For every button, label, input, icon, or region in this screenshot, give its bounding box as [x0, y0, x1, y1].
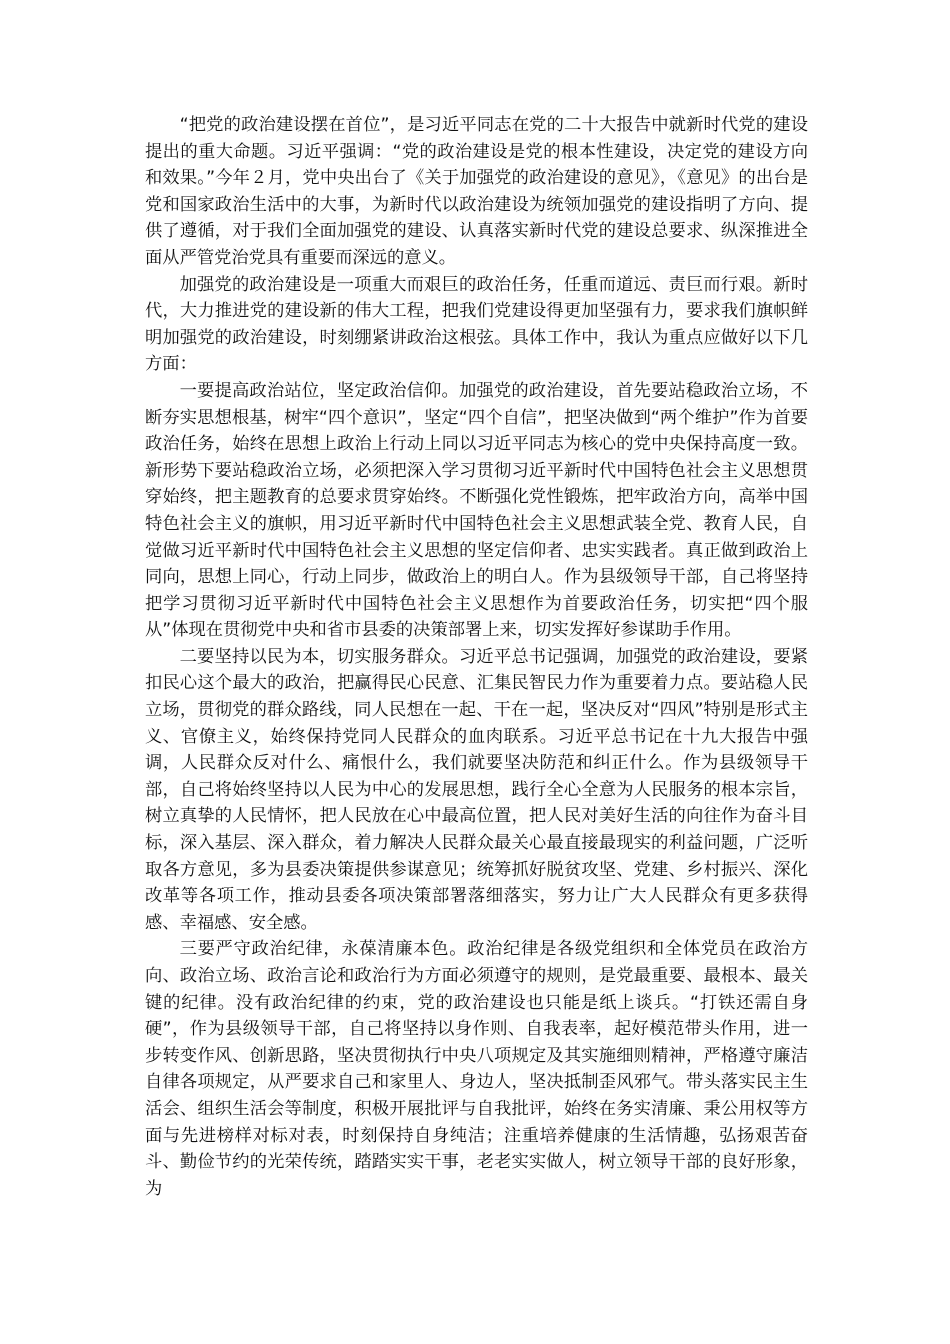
paragraph-point-two: 二要坚持以民为本，切实服务群众。习近平总书记强调，加强党的政治建设，要紧扣民心这个最大的政治，把赢得民心民意、汇集民智民力作为重要着力点。要站稳人民立场，贯彻党的群众路线，同人民想在一起、干在一起，坚决反对“四风”特别是形式主义、官僚主义，始终保持党同人民群众的血肉联系。习近平总书记在十九大报告中强调，人民群众反对什么、痛恨什么，我们就要坚决防范和纠正什么。作为县级领导干部，自己将始终坚持以人民为中心的发展思想，践行全心全意为人民服务的根本宗旨，树立真挚的人民情怀，把人民放在心中最高位置，把人民对美好生活的向往作为奋斗目标，深入基层、深入群众，着力解决人民群众最关心最直接最现实的利益问题，广泛听取各方意见，多为县委决策提供参谋意见；统筹抓好脱贫攻坚、党建、乡村振兴、深化改革等各项工作，推动县委各项决策部署落细落实，努力让广大人民群众有更多获得感、幸福感、安全感。 — [145, 646, 808, 933]
paragraph-point-three: 三要严守政治纪律，永葆清廉本色。政治纪律是各级党组织和全体党员在政治方向、政治立场、政治言论和政治行为方面必须遵守的规则，是党最重要、最根本、最关键的纪律。没有政治纪律的约束，党的政治建设也只能是纸上谈兵。“打铁还需自身硬”，作为县级领导干部，自己将坚持以身作则、自我表率，起好模范带头作用，进一步转变作风、创新思路，坚决贯彻执行中央八项规定及其实施细则精神，严格遵守廉洁自律各项规定，从严要求自己和家里人、身边人，坚决抵制歪风邪气。带头落实民主生活会、组织生活会等制度，积极开展批评与自我批评，始终在务实清廉、秉公用权等方面与先进榜样对标对表，时刻保持自身纯洁；注重培养健康的生活情趣，弘扬艰苦奋斗、勤俭节约的光荣传统，踏踏实实干事，老老实实做人，树立领导干部的良好形象，为 — [145, 939, 808, 1199]
paragraph-intro: “把党的政治建设摆在首位”，是习近平同志在党的二十大报告中就新时代党的建设提出的重大命题。习近平强调：“党的政治建设是党的根本性建设，决定党的建设方向和效果。”今年２月，党中央出台了《关于加强党的政治建设的意见》，《意见》的出台是党和国家政治生活中的大事，为新时代以政治建设为统领加强党的建设指明了方向、提供了遵循，对于我们全面加强党的建设、认真落实新时代党的建设总要求、纵深推进全面从严管党治党具有重要而深远的意义。 — [145, 115, 808, 268]
document-page — [145, 112, 808, 1202]
paragraph-overview: 加强党的政治建设是一项重大而艰巨的政治任务，任重而道远、责巨而行艰。新时代，大力推进党的建设新的伟大工程，把我们党建设得更加坚强有力，要求我们旗帜鲜明加强党的政治建设，时刻绷紧讲政治这根弦。具体工作中，我认为重点应做好以下几方面： — [145, 274, 808, 375]
paragraph-point-one: 一要提高政治站位，坚定政治信仰。加强党的政治建设，首先要站稳政治立场，不断夯实思想根基，树牢“四个意识”，坚定“四个自信”，把坚决做到“两个维护”作为首要政治任务，始终在思想上政治上行动上同以习近平同志为核心的党中央保持高度一致。新形势下要站稳政治立场，必须把深入学习贯彻习近平新时代中国特色社会主义思想贯穿始终，把主题教育的总要求贯穿始终。不断强化党性锻炼，把牢政治方向，高举中国特色社会主义的旗帜，用习近平新时代中国特色社会主义思想武装全党、教育人民，自觉做习近平新时代中国特色社会主义思想的坚定信仰者、忠实实践者。真正做到政治上同向，思想上同心，行动上同步，做政治上的明白人。作为县级领导干部，自己将坚持把学习贯彻习近平新时代中国特色社会主义思想作为首要政治任务，切实把“四个服从”体现在贯彻党中央和省市县委的决策部署上来，切实发挥好参谋助手作用。 — [145, 380, 808, 641]
